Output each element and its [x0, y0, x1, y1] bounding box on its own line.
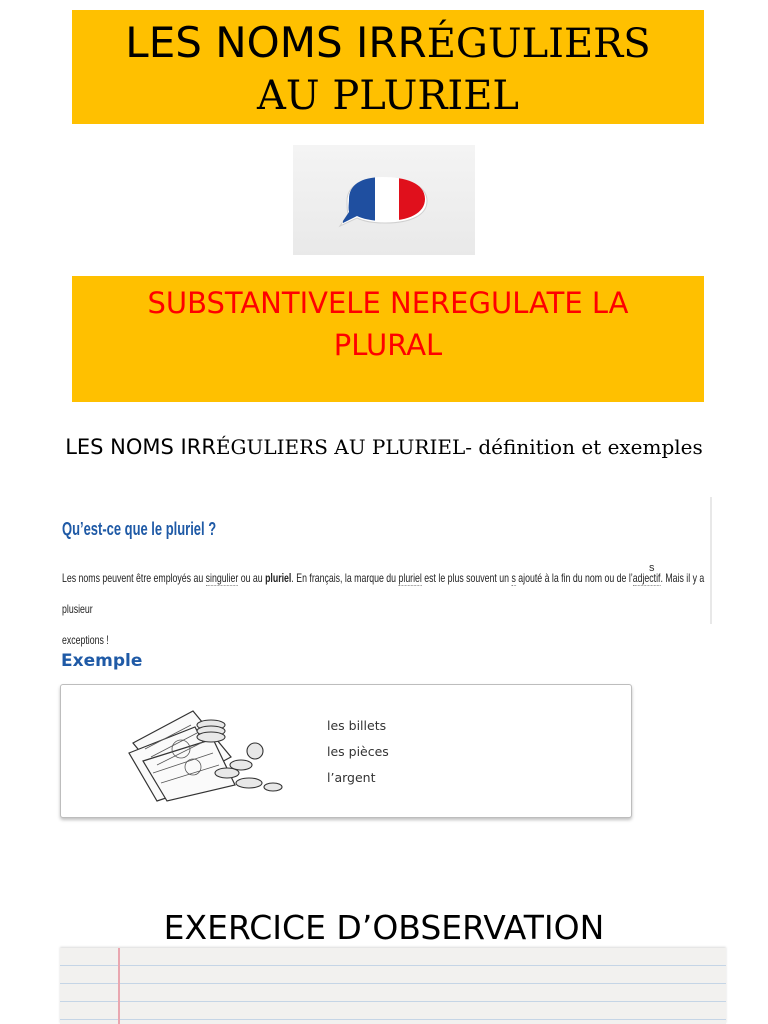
observation-heading: EXERCICE D’OBSERVATION	[163, 908, 605, 947]
title-line-1	[72, 18, 704, 69]
link-pluriel[interactable]: pluriel	[398, 571, 422, 585]
section-heading	[60, 432, 708, 462]
definition-question: Qu’est-ce que le pluriel ?	[62, 519, 217, 539]
definition-panel	[58, 497, 712, 647]
example-box	[60, 684, 632, 818]
french-flag-image	[293, 145, 475, 255]
french-flag-speech-bubble-icon	[293, 145, 475, 255]
link-singulier[interactable]: singulier	[205, 571, 239, 585]
definition-text: Les noms peuvent être employés au singulier ou au pluriel. En français, la marque du pluriel est le plus souvent un s ajouté à la fin du nom ou de l’adjectif. Mais il y a plusieur exceptions !	[62, 571, 705, 647]
example-item: l’argent	[327, 770, 376, 785]
definition-trailing-s: s	[649, 562, 655, 574]
link-s[interactable]: s	[511, 571, 516, 585]
money-illustration-icon	[123, 703, 283, 803]
title-part-serif: ÉGULIERS	[426, 21, 651, 67]
title-line-2: AU PLURIEL	[257, 73, 519, 119]
example-item: les billets	[327, 718, 387, 733]
notebook-paper-image	[60, 948, 726, 1024]
title-banner	[72, 10, 704, 124]
title-part-sans: LES NOMS IRR	[125, 18, 427, 67]
section-heading-sans: LES NOMS IRR	[65, 435, 216, 459]
subtitle-text: SUBSTANTIVELE NEREGULATE LA PLURAL	[147, 286, 629, 362]
example-label: Exemple	[61, 651, 143, 671]
subtitle-banner	[72, 276, 704, 402]
example-item: les pièces	[327, 744, 389, 759]
example-list	[327, 713, 389, 791]
link-adjectif[interactable]: adjectif	[632, 571, 661, 585]
bold-pluriel: pluriel	[265, 571, 292, 585]
section-heading-serif: ÉGULIERS AU PLURIEL- définition et exemples	[215, 435, 703, 459]
